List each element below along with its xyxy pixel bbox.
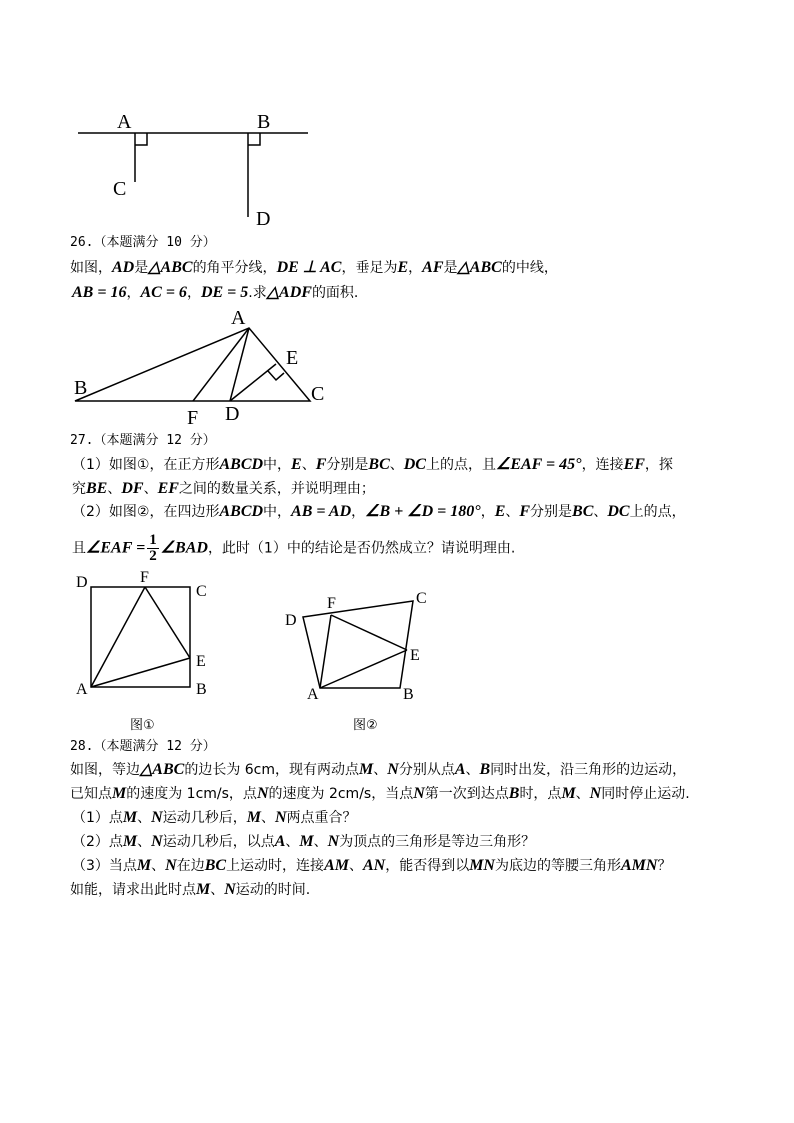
text-segment: 同时出发，沿三角形的边运动，	[490, 762, 687, 778]
math-expression: AC = 6	[140, 284, 187, 301]
text-segment: 第一次到达点	[424, 786, 509, 802]
math-expression: EF	[157, 480, 179, 497]
text-segment: 是	[443, 260, 458, 276]
text-segment: （1）点	[72, 810, 123, 826]
text-segment: ，	[126, 285, 141, 301]
text-segment: ，	[480, 504, 495, 520]
math-expression: ∠BAD	[160, 539, 208, 557]
text-segment: 、	[575, 786, 590, 802]
text-segment: .求	[248, 285, 267, 301]
q27-line	[72, 533, 515, 564]
label-F: F	[327, 595, 336, 612]
math-expression: BC	[204, 857, 227, 874]
denominator: 2	[149, 548, 157, 564]
text-segment: 两点重合？	[286, 810, 357, 826]
math-expression: DE ⊥ AC	[276, 259, 342, 276]
text-segment: （2）如图②，在四边形	[72, 504, 220, 520]
math-expression: N	[151, 809, 163, 826]
math-expression: △ABC	[457, 259, 502, 276]
math-expression: ABCD	[219, 503, 264, 520]
fraction	[147, 533, 159, 564]
q28-line	[70, 785, 690, 803]
text-segment: 的速度为 1cm/s，点	[126, 786, 257, 802]
text-segment: 上运动时，连接	[226, 858, 325, 874]
q27-line	[72, 503, 686, 521]
text-segment: 上的点，	[629, 504, 686, 520]
label-C: C	[196, 583, 207, 600]
text-segment: 中，	[263, 504, 292, 520]
math-expression: AB = 16	[72, 284, 127, 301]
text-segment: 的面积.	[311, 285, 359, 301]
math-expression: B	[508, 785, 520, 802]
text-segment: 分别是	[530, 504, 573, 520]
label-D: D	[285, 612, 297, 629]
text-segment: 的速度为 2cm/s，当点	[268, 786, 414, 802]
text-segment: ，连接	[581, 457, 624, 473]
math-expression: M	[112, 785, 127, 802]
text-segment: 分别从点	[398, 762, 455, 778]
figure-26-triangle	[74, 307, 324, 429]
figure-caption: 图①	[130, 718, 155, 733]
q27-header: 27.（本题满分 12 分）	[70, 433, 216, 448]
math-expression: AN	[362, 857, 386, 874]
figure-caption: 图②	[353, 718, 378, 733]
math-expression: ∠EAF =	[86, 539, 146, 557]
math-expression: BE	[86, 480, 108, 497]
math-expression: AMN	[620, 857, 658, 874]
math-expression: M	[246, 809, 261, 826]
label-A: A	[231, 307, 246, 329]
text-segment: ，	[186, 285, 201, 301]
math-expression: AF	[422, 259, 444, 276]
text-segment: 、	[260, 810, 275, 826]
numerator: 1	[149, 532, 157, 548]
text-segment: 、	[107, 481, 122, 497]
q28-header: 28.（本题满分 12 分）	[70, 739, 216, 754]
text-segment: 的角平分线，	[192, 260, 277, 276]
q28-line	[72, 857, 671, 875]
math-expression: N	[589, 785, 602, 802]
math-expression: B	[479, 761, 491, 778]
label-A: A	[76, 681, 88, 698]
text-segment: 的中线，	[501, 260, 558, 276]
text-segment: 、	[137, 834, 152, 850]
q28-line	[72, 833, 535, 851]
q28-line	[70, 881, 310, 899]
text-segment: 为顶点的三角形是等边三角形？	[339, 834, 536, 850]
label-B: B	[403, 686, 414, 703]
text-segment: 上的点，且	[425, 457, 496, 473]
math-expression: M	[561, 785, 576, 802]
math-expression: ∠B + ∠D = 180°	[365, 503, 481, 520]
q27-line	[72, 456, 673, 474]
math-expression: A	[454, 761, 466, 778]
text-segment: 、	[151, 858, 166, 874]
math-expression: E	[494, 503, 506, 520]
math-expression: BC	[572, 503, 594, 520]
math-expression: M	[359, 761, 374, 778]
math-expression: BC	[368, 456, 390, 473]
q26-line	[72, 284, 358, 302]
text-segment: ，垂足为	[341, 260, 398, 276]
math-expression: N	[327, 833, 340, 850]
label-C: C	[311, 383, 325, 405]
math-expression: N	[413, 785, 425, 802]
q28-line	[70, 761, 686, 779]
text-segment: 运动的时间.	[235, 882, 311, 898]
label-F: F	[187, 407, 199, 429]
label-B: B	[196, 681, 207, 698]
figure-27-quadrilateral	[285, 590, 427, 733]
q28-line	[72, 809, 357, 827]
math-expression: AB = AD	[291, 503, 352, 520]
label-E: E	[196, 653, 206, 670]
label-F: F	[140, 569, 149, 586]
text-segment: ，探	[644, 457, 673, 473]
label-D: D	[225, 403, 240, 425]
text-segment: 已知点	[70, 786, 112, 802]
label-A: A	[117, 111, 132, 133]
text-segment: 、	[137, 810, 152, 826]
text-segment: 是	[134, 260, 149, 276]
math-expression: DC	[403, 456, 426, 473]
text-segment: 之间的数量关系，并说明理由；	[178, 481, 375, 497]
text-segment: ？	[657, 858, 672, 874]
text-segment: 、	[389, 457, 404, 473]
figure-27-square	[76, 569, 207, 733]
math-expression: F	[519, 503, 531, 520]
text-segment: 究	[72, 481, 86, 497]
text-segment: 、	[313, 834, 328, 850]
math-expression: AD	[112, 259, 135, 276]
math-expression: △ADF	[266, 284, 312, 301]
math-expression: DE = 5	[200, 284, 249, 301]
text-segment: 、	[465, 762, 480, 778]
text-segment: 、	[348, 858, 363, 874]
text-segment: 中，	[263, 457, 292, 473]
text-segment: 为底边的等腰三角形	[494, 858, 621, 874]
text-segment: ，	[408, 260, 423, 276]
text-segment: 的边长为 6cm，现有两动点	[184, 762, 360, 778]
math-expression: N	[274, 809, 287, 826]
text-segment: 分别是	[326, 457, 369, 473]
q26-line	[70, 259, 558, 277]
text-segment: 且	[72, 540, 86, 557]
label-D: D	[256, 208, 271, 230]
text-segment: （1）如图①，在正方形	[72, 457, 220, 473]
text-segment: 如能，请求出此时点	[70, 882, 196, 898]
math-expression: ∠EAF = 45°	[495, 456, 582, 473]
text-segment: （2）点	[72, 834, 123, 850]
text-segment: 同时停止运动.	[601, 786, 690, 802]
text-segment: 、	[143, 481, 158, 497]
label-E: E	[410, 647, 420, 664]
math-expression: △ABC	[148, 259, 193, 276]
text-segment: 运动几秒后，	[162, 810, 247, 826]
text-segment: 、	[210, 882, 225, 898]
text-segment: 、	[373, 762, 388, 778]
math-expression: N	[165, 857, 177, 874]
label-A: A	[307, 686, 319, 703]
math-expression: N	[387, 761, 399, 778]
label-C: C	[416, 590, 427, 607]
text-segment: （3）当点	[72, 858, 137, 874]
math-expression: M	[136, 857, 152, 874]
math-expression: MN	[469, 857, 495, 874]
math-expression: M	[299, 833, 314, 850]
math-expression: F	[315, 456, 327, 473]
math-expression: M	[122, 833, 138, 850]
math-expression: M	[196, 881, 211, 898]
text-segment: ，此时（1）中的结论是否仍然成立？请说明理由.	[207, 540, 516, 557]
text-segment: 运动几秒后，以点	[162, 834, 275, 850]
text-segment: 如图，	[70, 260, 112, 276]
label-E: E	[286, 347, 299, 369]
math-expression: E	[291, 456, 302, 473]
math-expression: N	[224, 881, 236, 898]
math-expression: AM	[324, 857, 349, 874]
math-expression: ABCD	[219, 456, 264, 473]
math-expression: N	[256, 785, 269, 802]
math-expression: N	[151, 833, 163, 850]
math-expression: △ABC	[140, 761, 185, 778]
math-expression: M	[122, 809, 138, 826]
label-B: B	[74, 377, 88, 399]
text-segment: 、	[285, 834, 300, 850]
text-segment: 、	[593, 504, 608, 520]
math-expression: EF	[623, 456, 645, 473]
text-segment: 在边	[176, 858, 205, 874]
q26-header: 26.（本题满分 10 分）	[70, 235, 216, 250]
text-segment: 时，点	[519, 786, 562, 802]
math-expression: E	[397, 259, 409, 276]
text-segment: 如图，等边	[70, 762, 140, 778]
math-expression: DF	[121, 480, 144, 497]
text-segment: 、	[505, 504, 520, 520]
q27-line	[72, 480, 375, 498]
math-expression: A	[274, 833, 286, 850]
text-segment: 、	[301, 457, 316, 473]
text-segment: ，	[351, 504, 366, 520]
text-segment: ，能否得到以	[385, 858, 470, 874]
label-D: D	[76, 574, 88, 591]
math-expression: DC	[607, 503, 630, 520]
label-B: B	[257, 111, 271, 133]
figure-ab-perpendiculars	[78, 111, 308, 230]
label-C: C	[113, 178, 127, 200]
